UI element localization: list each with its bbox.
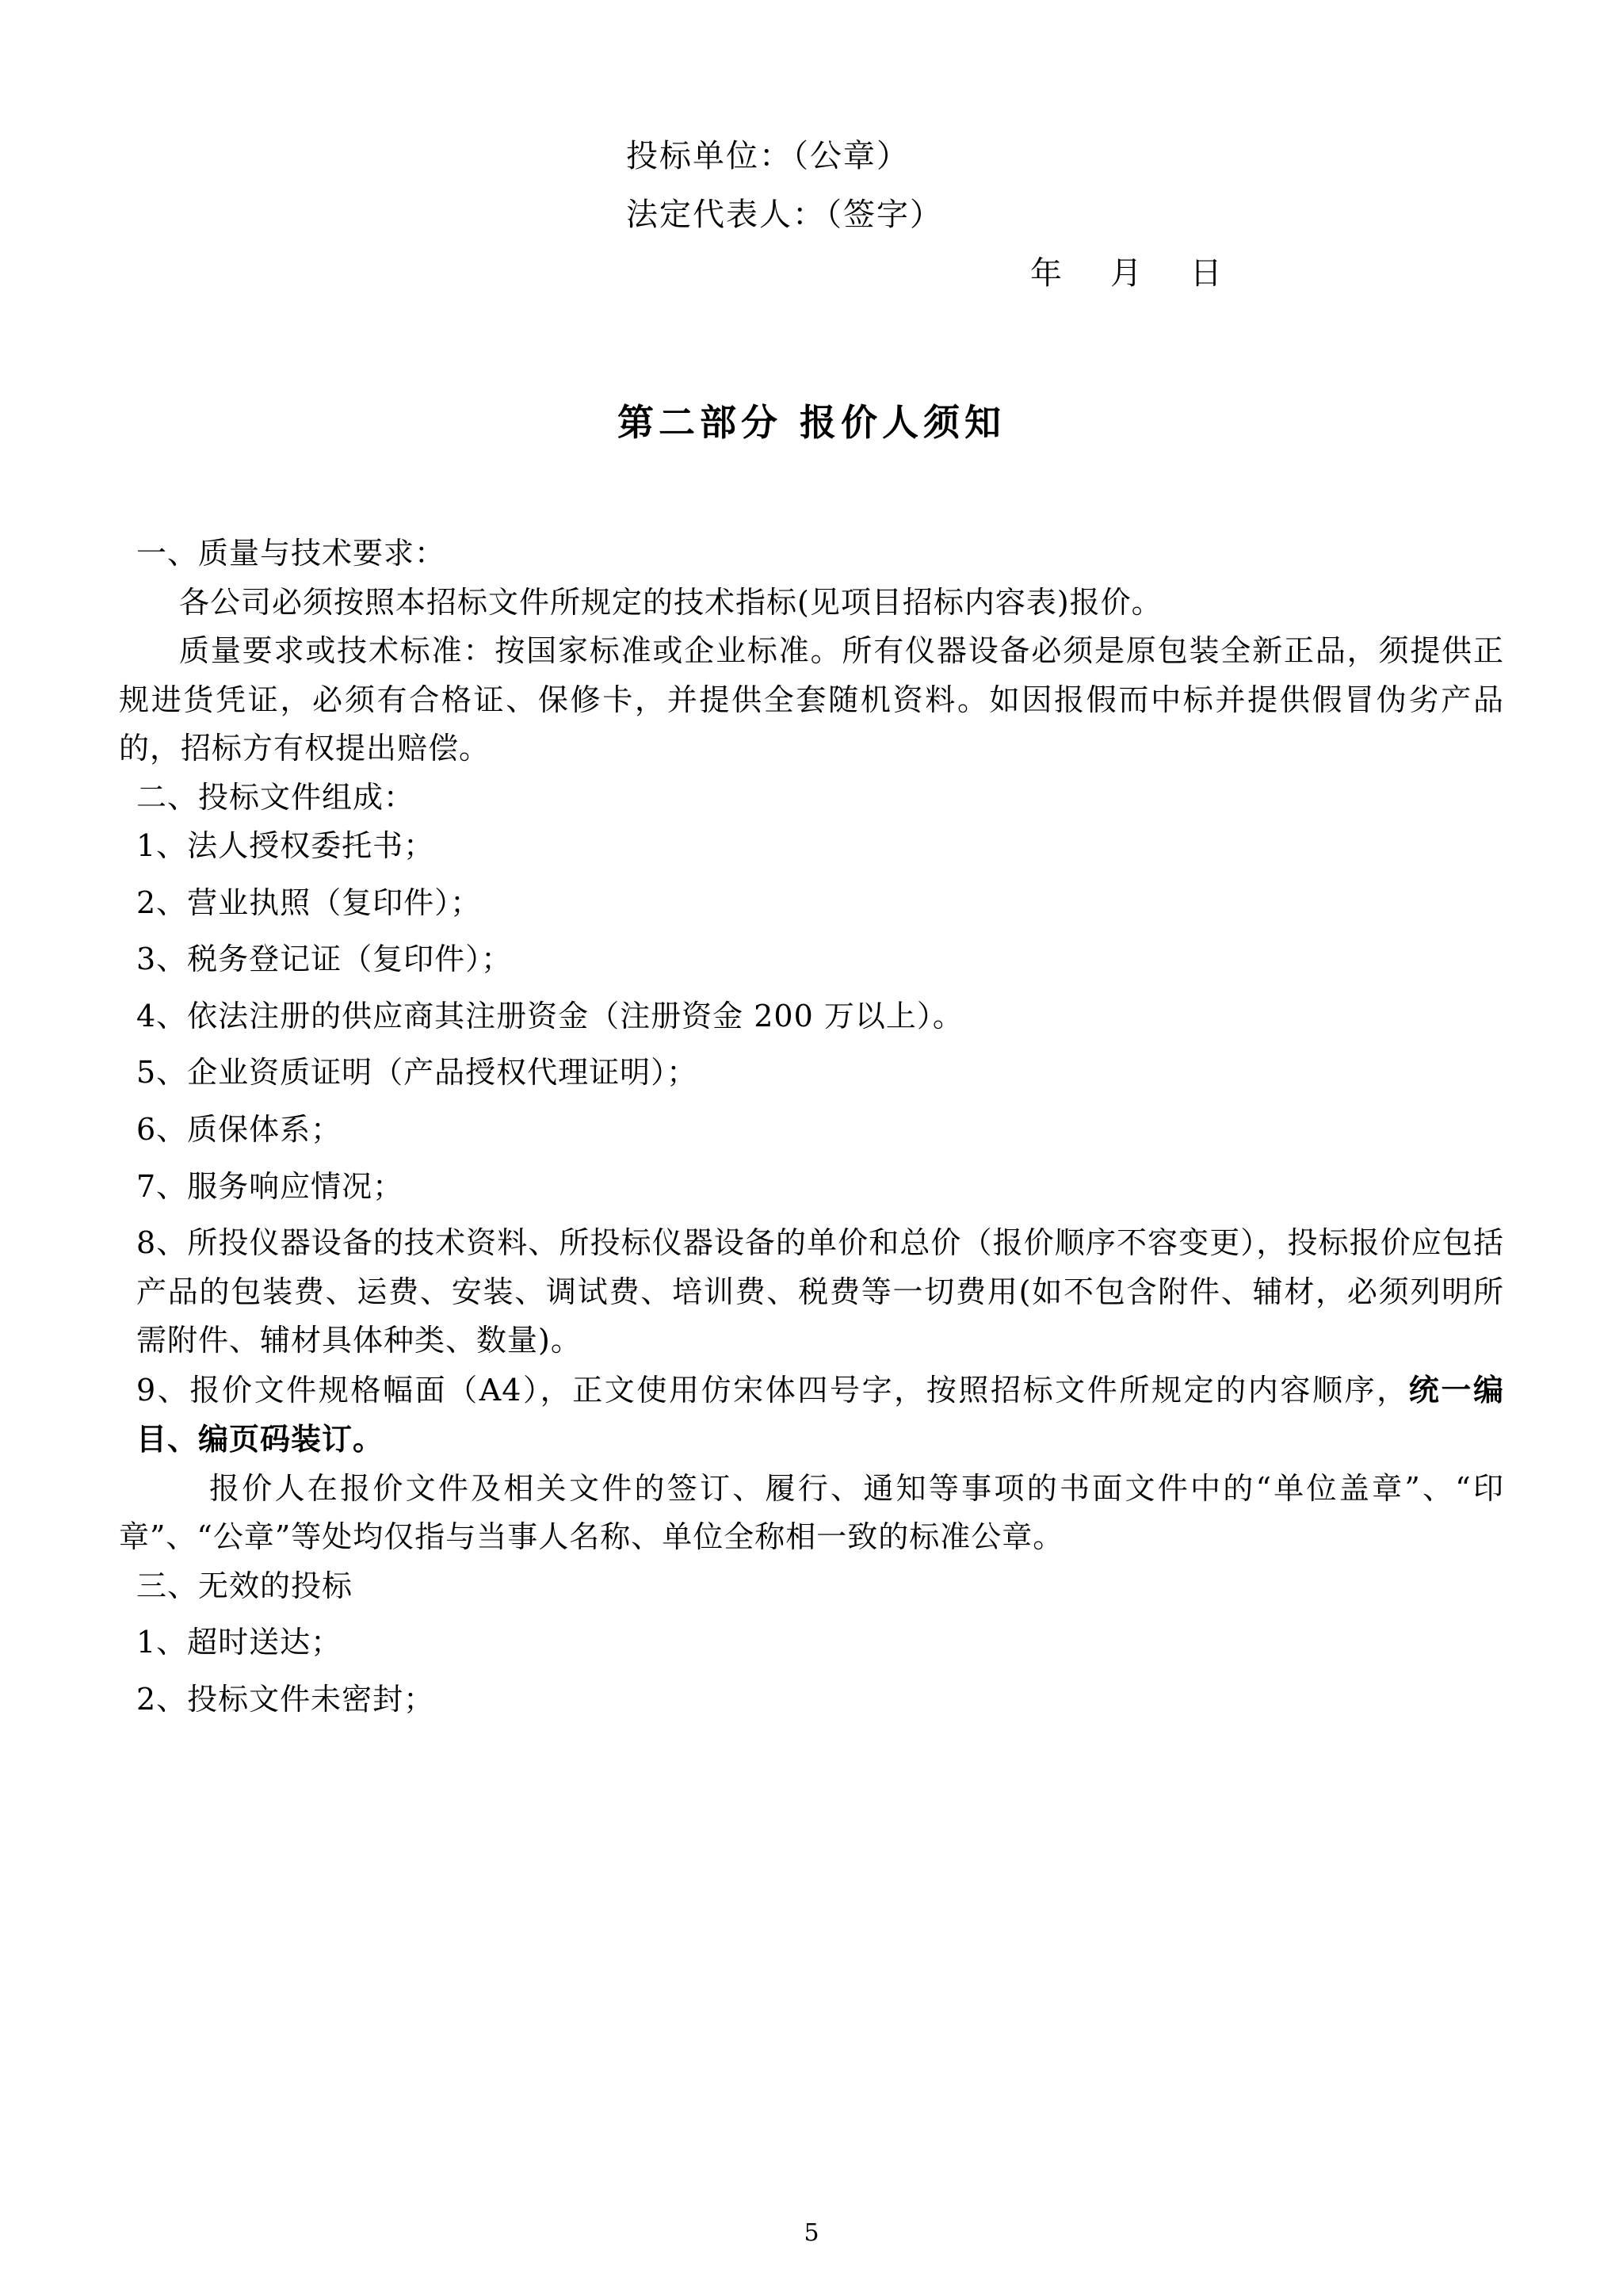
list-item-2-6: 6、质保体系； [136, 1112, 342, 1148]
paragraph-1-2: 质量要求或技术标准：按国家标准或企业标准。所有仪器设备必须是原包装全新正品，须提供正规进货凭证，必须有合格证、保修卡，并提供全套随机资料。如因报假而中标并提供假冒伪劣产品的，招标方有权提出赔偿。 [119, 633, 1504, 766]
spacer [119, 1098, 1504, 1106]
spacer [119, 871, 1504, 879]
list-item-2-9-emphasis: 统一编目、编页码装订。 [136, 1371, 1504, 1457]
signature-block [119, 127, 1504, 303]
list-item-2-3: 3、税务登记证（复印件）； [136, 942, 513, 977]
date-line: 年 月 日 [1030, 255, 1224, 292]
spacer [119, 1041, 1504, 1049]
paragraph-heading-2: 二、投标文件组成： [136, 779, 415, 815]
spacer [119, 1211, 1504, 1219]
list-item-3-2: 2、投标文件未密封； [136, 1682, 435, 1717]
legal-representative-line: 法定代表人：（签字） [626, 197, 943, 233]
bidder-unit-line: 投标单位：（公章） [626, 138, 910, 174]
paragraph-heading-1: 一、质量与技术要求： [136, 536, 446, 571]
page-number: 5 [804, 2219, 819, 2247]
spacer [119, 1610, 1504, 1618]
list-item-2-7: 7、服务响应情况； [136, 1168, 404, 1204]
list-item-2-2: 2、营业执照（复印件）； [136, 884, 482, 920]
paragraph-heading-3: 三、无效的投标 [136, 1568, 353, 1603]
spacer [119, 927, 1504, 935]
spacer [119, 984, 1504, 992]
list-item-2-9-text: 9、报价文件规格幅面（A4），正文使用仿宋体四号字，按照招标文件所规定的内容顺序， [136, 1372, 1409, 1408]
paragraph-1-1: 各公司必须按照本招标文件所规定的技术指标(见项目招标内容表)报价。 [179, 584, 1163, 620]
list-item-2-1: 1、法人授权委托书； [136, 828, 435, 864]
list-item-3-1: 1、超时送达； [136, 1625, 342, 1660]
list-item-2-5: 5、企业资质证明（产品授权代理证明）； [136, 1055, 698, 1091]
list-item-2-4: 4、依法注册的供应商其注册资金（注册资金 200 万以上）。 [136, 998, 964, 1033]
paragraph-2-10: 报价人在报价文件及相关文件的签订、履行、通知等事项的书面文件中的“单位盖章”、“印章”、“公章”等处均仅指与当事人名称、单位全称相一致的标准公章。 [119, 1470, 1504, 1555]
document-body [119, 529, 1504, 1725]
spacer [119, 1155, 1504, 1163]
section-heading: 第二部分 报价人须知 [617, 401, 1006, 444]
list-item-2-8: 8、所投仪器设备的技术资料、所投标仪器设备的单价和总价（报价顺序不容变更），投标报价应包括产品的包装费、运费、安装、调试费、培训费、税费等一切费用(如不包含附件、辅材，必须列明所需附件、辅材具体种类、数量)。 [136, 1225, 1504, 1358]
list-item-2-9 [119, 1366, 1504, 1465]
spacer [119, 1668, 1504, 1675]
